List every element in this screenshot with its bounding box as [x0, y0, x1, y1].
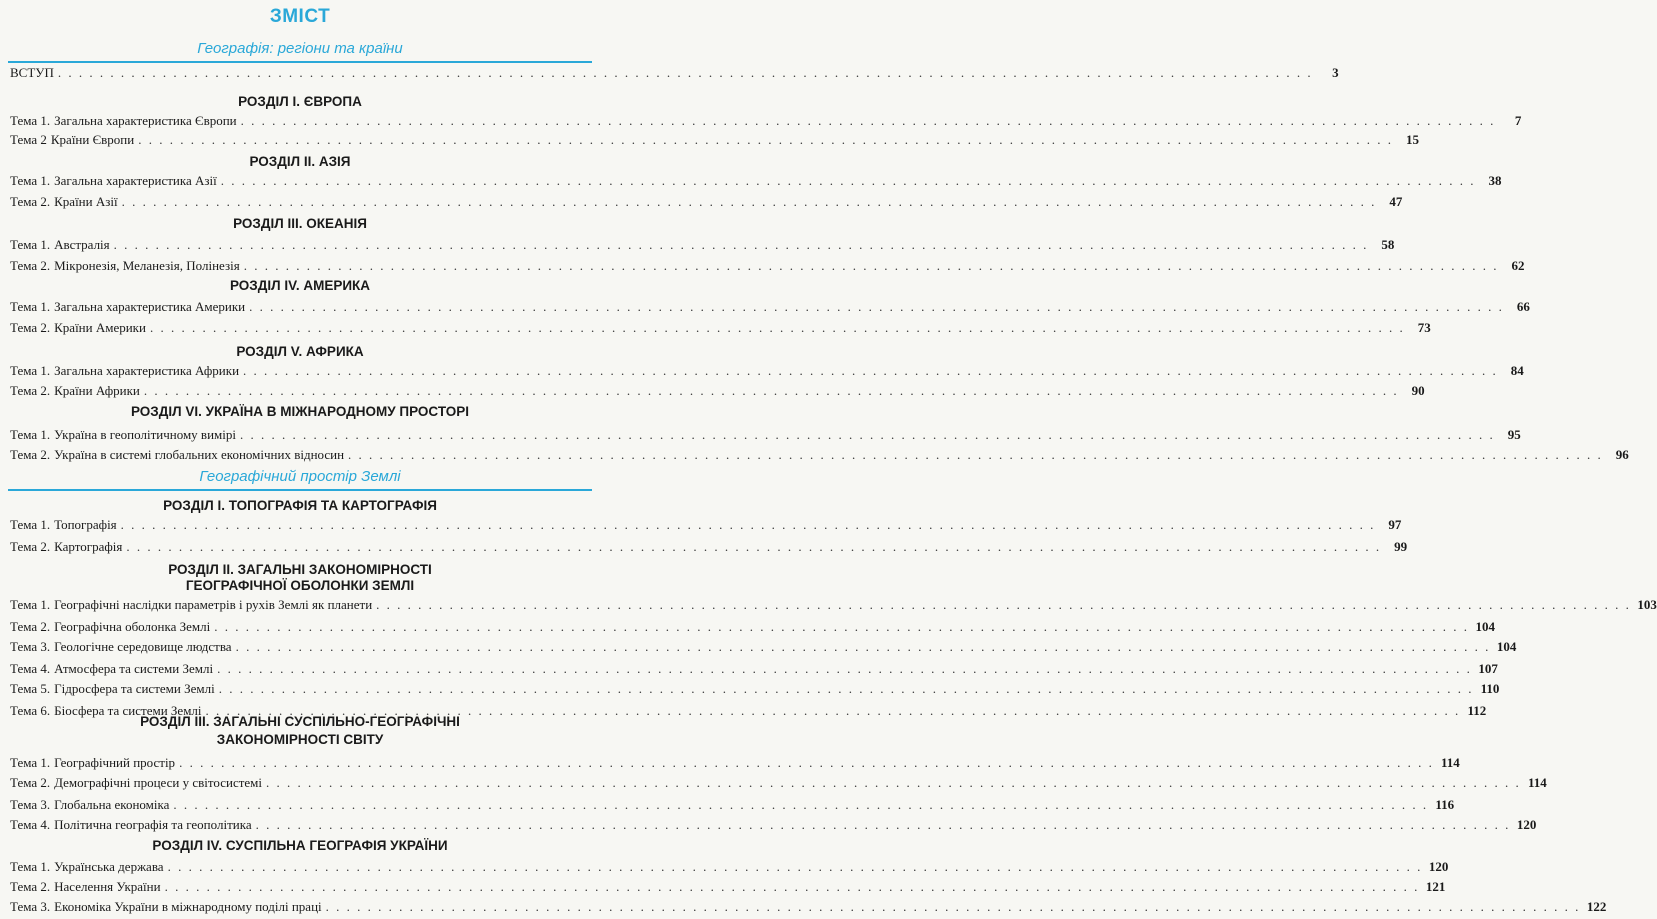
toc-entry [10, 319, 1431, 337]
page-number: 114 [1527, 775, 1547, 790]
entry-label [10, 298, 245, 316]
part-title: Географічний простір Землі [199, 468, 401, 485]
topic-title: Географічний простір [54, 755, 176, 770]
page-number: 97 [1388, 517, 1402, 532]
dot-leader: . . . . . . . . . . . . . . . . . . . . . . . . . . . . . . . . . . . . . . . . . . . . . . . . . . . . . . . . . . . . . . . . . . . . . . . . . . . . . . . . . . . . . . . . . . . . . . . . . . . . . . . . . . . . . . . . . . . . . . . . [255, 817, 1511, 832]
entry-label [10, 236, 110, 254]
section-heading: РОЗДІЛ ІІІ. ЗАГАЛЬНІ СУСПІЛЬНО-ГЕОГРАФІЧНІ [140, 714, 460, 729]
dot-leader: . . . . . . . . . . . . . . . . . . . . . . . . . . . . . . . . . . . . . . . . . . . . . . . . . . . . . . . . . . . . . . . . . . . . . . . . . . . . . . . . . . . . . . . . . . . . . . . . . . . . . . . . . . . . . . . . . . . . . . . . [217, 661, 1472, 676]
toc-entry [10, 754, 1460, 772]
section-heading: РОЗДІЛ ІІ. АЗІЯ [249, 154, 351, 169]
dot-leader: . . . . . . . . . . . . . . . . . . . . . . . . . . . . . . . . . . . . . . . . . . . . . . . . . . . . . . . . . . . . . . . . . . . . . . . . . . . . . . . . . . . . . . . . . . . . . . . . . . . . . . . . . . . . . . . . . . . . . . . . [220, 173, 1476, 188]
toc-entry [10, 898, 1607, 916]
page-number: 104 [1475, 619, 1495, 634]
entry-label [10, 382, 140, 400]
entry-label [10, 193, 118, 211]
topic-number: Тема 2. [10, 539, 51, 554]
topic-title: Загальна характеристика Америки [54, 299, 246, 314]
toc-entry [10, 112, 1522, 130]
topic-title: Гідросфера та системи Землі [54, 681, 215, 696]
dot-leader: . . . . . . . . . . . . . . . . . . . . . . . . . . . . . . . . . . . . . . . . . . . . . . . . . . . . . . . . . . . . . . . . . . . . . . . . . . . . . . . . . . . . . . . . . . . . . . . . . . . . . . . . . . . . . . . . . . . . . . . . [240, 113, 1496, 128]
entry-label [10, 446, 344, 464]
entry-label [10, 774, 262, 792]
page-number: 99 [1394, 539, 1408, 554]
toc-entry [10, 618, 1495, 636]
topic-number: Тема 4. [10, 817, 51, 832]
dot-leader: . . . . . . . . . . . . . . . . . . . . . . . . . . . . . . . . . . . . . . . . . . . . . . . . . . . . . . . . . . . . . . . . . . . . . . . . . . . . . . . . . . . . . . . . . . . . . . . . . . . . . . . . . . . . . . . . . . . . . . . . [149, 320, 1405, 335]
topic-title: Географічні наслідки параметрів і рухів Землі як планети [54, 597, 373, 612]
topic-title: Політична географія та геополітика [54, 817, 252, 832]
topic-title: Україна в системі глобальних економічних відносин [54, 447, 345, 462]
toc-entry [10, 774, 1547, 792]
topic-number: Тема 2. [10, 879, 51, 894]
topic-title: Мікронезія, Меланезія, Полінезія [54, 258, 240, 273]
dot-leader: . . . . . . . . . . . . . . . . . . . . . . . . . . . . . . . . . . . . . . . . . . . . . . . . . . . . . . . . . . . . . . . . . . . . . . . . . . . . . . . . . . . . . . . . . . . . . . . . . . . . . . . . . . . . . . . . . . . . . . . . [121, 194, 1377, 209]
toc-entry [10, 298, 1530, 316]
page-number: 7 [1514, 113, 1522, 128]
entry-label [10, 172, 217, 190]
toc-entry [10, 382, 1425, 400]
topic-number: Тема 3. [10, 797, 51, 812]
section-heading: РОЗДІЛ ІІ. ЗАГАЛЬНІ ЗАКОНОМІРНОСТІ [168, 562, 432, 577]
topic-number: Тема 1. [10, 859, 51, 874]
topic-title: ВСТУП [10, 65, 54, 80]
topic-title: Економіка України в міжнародному поділі праці [54, 899, 322, 914]
topic-number: Тема 2. [10, 383, 51, 398]
dot-leader: . . . . . . . . . . . . . . . . . . . . . . . . . . . . . . . . . . . . . . . . . . . . . . . . . . . . . . . . . . . . . . . . . . . . . . . . . . . . . . . . . . . . . . . . . . . . . . . . . . . . . . . . . . . . . . . . . . . . . . . . [167, 859, 1423, 874]
page-number: 116 [1435, 797, 1455, 812]
topic-title: Австралія [54, 237, 110, 252]
dot-leader: . . . . . . . . . . . . . . . . . . . . . . . . . . . . . . . . . . . . . . . . . . . . . . . . . . . . . . . . . . . . . . . . . . . . . . . . . . . . . . . . . . . . . . . . . . . . . . . . . . . . . . . . . . . . . . . . . . . . . . . . [249, 299, 1504, 314]
dot-leader: . . . . . . . . . . . . . . . . . . . . . . . . . . . . . . . . . . . . . . . . . . . . . . . . . . . . . . . . . . . . . . . . . . . . . . . . . . . . . . . . . . . . . . . . . . . . . . . . . . . . . . . . . . . . . . . . . . . . . . . . [243, 258, 1499, 273]
page-number: 38 [1488, 173, 1502, 188]
entry-label [10, 858, 164, 876]
page-number: 103 [1637, 597, 1657, 612]
toc-entry [10, 596, 1657, 614]
topic-title: Геологічне середовище людства [54, 639, 232, 654]
topic-number: Тема 3. [10, 639, 51, 654]
toc-entry [10, 446, 1629, 464]
page-number: 110 [1480, 681, 1500, 696]
entry-label [10, 131, 134, 149]
topic-number: Тема 1. [10, 517, 51, 532]
part-divider [8, 61, 592, 63]
page-number: 90 [1411, 383, 1425, 398]
page-number: 62 [1511, 258, 1525, 273]
section-heading: ЗАКОНОМІРНОСТІ СВІТУ [216, 732, 384, 747]
dot-leader: . . . . . . . . . . . . . . . . . . . . . . . . . . . . . . . . . . . . . . . . . . . . . . . . . . . . . . . . . . . . . . . . . . . . . . . . . . . . . . . . . . . . . . . . . . . . . . . . . . . . . . . . . . . . . . . . . . . . . . . . [113, 237, 1369, 252]
dot-leader: . . . . . . . . . . . . . . . . . . . . . . . . . . . . . . . . . . . . . . . . . . . . . . . . . . . . . . . . . . . . . . . . . . . . . . . . . . . . . . . . . . . . . . . . . . . . . . . . . . . . . . . . . . . . . . . . . . . . . . . . [57, 65, 1313, 80]
page-number: 112 [1467, 703, 1487, 718]
section-heading: РОЗДІЛ IV. АМЕРИКА [229, 278, 371, 293]
topic-number: Тема 4. [10, 661, 51, 676]
topic-number: Тема 1. [10, 173, 51, 188]
topic-number: Тема 1. [10, 237, 51, 252]
dot-leader: . . . . . . . . . . . . . . . . . . . . . . . . . . . . . . . . . . . . . . . . . . . . . . . . . . . . . . . . . . . . . . . . . . . . . . . . . . . . . . . . . . . . . . . . . . . . . . . . . . . . . . . . . . . . . . . . . . . . . . . . [120, 517, 1376, 532]
dot-leader: . . . . . . . . . . . . . . . . . . . . . . . . . . . . . . . . . . . . . . . . . . . . . . . . . . . . . . . . . . . . . . . . . . . . . . . . . . . . . . . . . . . . . . . . . . . . . . . . . . . . . . . . . . . . . . . . . . . . . . . . [205, 703, 1461, 718]
section-heading: РОЗДІЛ VI. УКРАЇНА В МІЖНАРОДНОМУ ПРОСТОРІ [130, 404, 470, 419]
entry-label [10, 112, 237, 130]
topic-title: Країни Америки [54, 320, 146, 335]
page-number: 121 [1425, 879, 1446, 894]
entry-label [10, 596, 372, 614]
part-divider [8, 489, 592, 491]
topic-number: Тема 1. [10, 113, 51, 128]
topic-number: Тема 2. [10, 194, 51, 209]
page-number: 15 [1405, 132, 1419, 147]
toc-entry [10, 660, 1498, 678]
entry-label [10, 898, 322, 916]
page-number: 84 [1510, 363, 1524, 378]
toc-entry [10, 858, 1449, 876]
toc-entry [10, 538, 1408, 556]
page-title: ЗМІСТ [269, 6, 331, 27]
toc-entry [10, 516, 1402, 534]
toc-entry [10, 362, 1524, 380]
toc-entry [10, 680, 1500, 698]
dot-leader: . . . . . . . . . . . . . . . . . . . . . . . . . . . . . . . . . . . . . . . . . . . . . . . . . . . . . . . . . . . . . . . . . . . . . . . . . . . . . . . . . . . . . . . . . . . . . . . . . . . . . . . . . . . . . . . . . . . . . . . . [214, 619, 1469, 634]
section-heading: РОЗДІЛ І. ТОПОГРАФІЯ ТА КАРТОГРАФІЯ [163, 498, 437, 513]
page-number: 96 [1615, 447, 1629, 462]
entry-label [10, 618, 210, 636]
dot-leader: . . . . . . . . . . . . . . . . . . . . . . . . . . . . . . . . . . . . . . . . . . . . . . . . . . . . . . . . . . . . . . . . . . . . . . . . . . . . . . . . . . . . . . . . . . . . . . . . . . . . . . . . . . . . . . . . . . . . . . . . [235, 639, 1491, 654]
dot-leader: . . . . . . . . . . . . . . . . . . . . . . . . . . . . . . . . . . . . . . . . . . . . . . . . . . . . . . . . . . . . . . . . . . . . . . . . . . . . . . . . . . . . . . . . . . . . . . . . . . . . . . . . . . . . . . . . . . . . . . . . [239, 427, 1495, 442]
topic-title: Біосфера та системи Землі [54, 703, 202, 718]
toc-entry [10, 236, 1395, 254]
topic-title: Країни Європи [50, 132, 135, 147]
page-number: 120 [1428, 859, 1449, 874]
dot-leader: . . . . . . . . . . . . . . . . . . . . . . . . . . . . . . . . . . . . . . . . . . . . . . . . . . . . . . . . . . . . . . . . . . . . . . . . . . . . . . . . . . . . . . . . . . . . . . . . . . . . . . . . . . . . . . . . . . . . . . . . [243, 363, 1498, 378]
topic-title: Загальна характеристика Африки [54, 363, 240, 378]
entry-label [10, 638, 232, 656]
topic-number: Тема 1. [10, 427, 51, 442]
topic-title: Географічна оболонка Землі [54, 619, 211, 634]
entry-label [10, 319, 146, 337]
entry-label [10, 538, 122, 556]
entry-label [10, 257, 240, 275]
toc-entry [10, 172, 1502, 190]
topic-number: Тема 3. [10, 899, 51, 914]
page-number: 58 [1381, 237, 1395, 252]
page-number: 95 [1507, 427, 1521, 442]
page-number: 3 [1332, 65, 1339, 80]
dot-leader: . . . . . . . . . . . . . . . . . . . . . . . . . . . . . . . . . . . . . . . . . . . . . . . . . . . . . . . . . . . . . . . . . . . . . . . . . . . . . . . . . . . . . . . . . . . . . . . . . . . . . . . . . . . . . . . . . . . . . . . . [138, 132, 1393, 147]
toc-entry [10, 131, 1419, 149]
dot-leader: . . . . . . . . . . . . . . . . . . . . . . . . . . . . . . . . . . . . . . . . . . . . . . . . . . . . . . . . . . . . . . . . . . . . . . . . . . . . . . . . . . . . . . . . . . . . . . . . . . . . . . . . . . . . . . . . . . . . . . . . [173, 797, 1429, 812]
entry-label [10, 362, 239, 380]
toc-entry [10, 257, 1525, 275]
toc-entry [10, 796, 1455, 814]
topic-number: Тема 1. [10, 363, 51, 378]
topic-title: Топографія [54, 517, 117, 532]
topic-title: Україна в геополітичному вимірі [54, 427, 236, 442]
dot-leader: . . . . . . . . . . . . . . . . . . . . . . . . . . . . . . . . . . . . . . . . . . . . . . . . . . . . . . . . . . . . . . . . . . . . . . . . . . . . . . . . . . . . . . . . . . . . . . . . . . . . . . . . . . . . . . . . . . . . . . . . [376, 597, 1631, 612]
topic-title: Українська держава [54, 859, 164, 874]
page-number: 73 [1417, 320, 1431, 335]
dot-leader: . . . . . . . . . . . . . . . . . . . . . . . . . . . . . . . . . . . . . . . . . . . . . . . . . . . . . . . . . . . . . . . . . . . . . . . . . . . . . . . . . . . . . . . . . . . . . . . . . . . . . . . . . . . . . . . . . . . . . . . . [325, 899, 1581, 914]
topic-number: Тема 2. [10, 775, 51, 790]
page-number: 47 [1389, 194, 1403, 209]
topic-title: Демографічні процеси у світосистемі [54, 775, 263, 790]
section-heading: ГЕОГРАФІЧНОЇ ОБОЛОНКИ ЗЕМЛІ [185, 578, 415, 593]
entry-label [10, 516, 117, 534]
page-number: 66 [1516, 299, 1530, 314]
entry-label [10, 660, 213, 678]
topic-number: Тема 2. [10, 258, 51, 273]
page-number: 120 [1516, 817, 1537, 832]
toc-entry [10, 878, 1446, 896]
page-number: 104 [1496, 639, 1517, 654]
topic-number: Тема 1. [10, 299, 51, 314]
topic-number: Тема 2. [10, 447, 51, 462]
entry-label [10, 426, 236, 444]
toc-entry [10, 193, 1403, 211]
topic-number: Тема 6. [10, 703, 51, 718]
topic-number: Тема 2. [10, 320, 51, 335]
dot-leader: . . . . . . . . . . . . . . . . . . . . . . . . . . . . . . . . . . . . . . . . . . . . . . . . . . . . . . . . . . . . . . . . . . . . . . . . . . . . . . . . . . . . . . . . . . . . . . . . . . . . . . . . . . . . . . . . . . . . . . . . [179, 755, 1434, 770]
section-heading: РОЗДІЛ IV. СУСПІЛЬНА ГЕОГРАФІЯ УКРАЇНИ [152, 838, 448, 853]
topic-title: Атмосфера та системи Землі [54, 661, 214, 676]
topic-title: Загальна характеристика Європи [54, 113, 237, 128]
topic-title: Картографія [54, 539, 123, 554]
topic-title: Глобальна економіка [54, 797, 170, 812]
entry-label [10, 680, 215, 698]
dot-leader: . . . . . . . . . . . . . . . . . . . . . . . . . . . . . . . . . . . . . . . . . . . . . . . . . . . . . . . . . . . . . . . . . . . . . . . . . . . . . . . . . . . . . . . . . . . . . . . . . . . . . . . . . . . . . . . . . . . . . . . . [266, 775, 1521, 790]
entry-label [10, 796, 169, 814]
page-number: 114 [1441, 755, 1460, 770]
toc-entry [10, 426, 1521, 444]
dot-leader: . . . . . . . . . . . . . . . . . . . . . . . . . . . . . . . . . . . . . . . . . . . . . . . . . . . . . . . . . . . . . . . . . . . . . . . . . . . . . . . . . . . . . . . . . . . . . . . . . . . . . . . . . . . . . . . . . . . . . . . . [348, 447, 1603, 462]
dot-leader: . . . . . . . . . . . . . . . . . . . . . . . . . . . . . . . . . . . . . . . . . . . . . . . . . . . . . . . . . . . . . . . . . . . . . . . . . . . . . . . . . . . . . . . . . . . . . . . . . . . . . . . . . . . . . . . . . . . . . . . . [126, 539, 1382, 554]
topic-title: Загальна характеристика Азії [54, 173, 217, 188]
toc-entry [10, 638, 1517, 656]
page-number: 107 [1478, 661, 1498, 676]
dot-leader: . . . . . . . . . . . . . . . . . . . . . . . . . . . . . . . . . . . . . . . . . . . . . . . . . . . . . . . . . . . . . . . . . . . . . . . . . . . . . . . . . . . . . . . . . . . . . . . . . . . . . . . . . . . . . . . . . . . . . . . . [218, 681, 1474, 696]
page-number: 122 [1586, 899, 1607, 914]
intro-entry [10, 64, 1339, 82]
entry-label [10, 816, 252, 834]
dot-leader: . . . . . . . . . . . . . . . . . . . . . . . . . . . . . . . . . . . . . . . . . . . . . . . . . . . . . . . . . . . . . . . . . . . . . . . . . . . . . . . . . . . . . . . . . . . . . . . . . . . . . . . . . . . . . . . . . . . . . . . . [164, 879, 1420, 894]
entry-label [10, 878, 161, 896]
section-heading: РОЗДІЛ V. АФРИКА [236, 344, 364, 359]
topic-title: Країни Африки [54, 383, 140, 398]
topic-number: Тема 1. [10, 755, 51, 770]
entry-label [10, 64, 54, 82]
section-heading: РОЗДІЛ І. ЄВРОПА [238, 94, 362, 109]
part-title: Географія: регіони та країни [197, 40, 403, 57]
topic-number: Тема 1. [10, 597, 51, 612]
dot-leader: . . . . . . . . . . . . . . . . . . . . . . . . . . . . . . . . . . . . . . . . . . . . . . . . . . . . . . . . . . . . . . . . . . . . . . . . . . . . . . . . . . . . . . . . . . . . . . . . . . . . . . . . . . . . . . . . . . . . . . . . [143, 383, 1399, 398]
topic-title: Країни Азії [54, 194, 118, 209]
topic-number: Тема 2 [10, 132, 47, 147]
entry-label [10, 754, 175, 772]
toc-entry [10, 816, 1537, 834]
topic-number: Тема 2. [10, 619, 51, 634]
section-heading: РОЗДІЛ ІІІ. ОКЕАНІЯ [233, 216, 367, 231]
topic-number: Тема 5. [10, 681, 51, 696]
topic-title: Населення України [54, 879, 161, 894]
